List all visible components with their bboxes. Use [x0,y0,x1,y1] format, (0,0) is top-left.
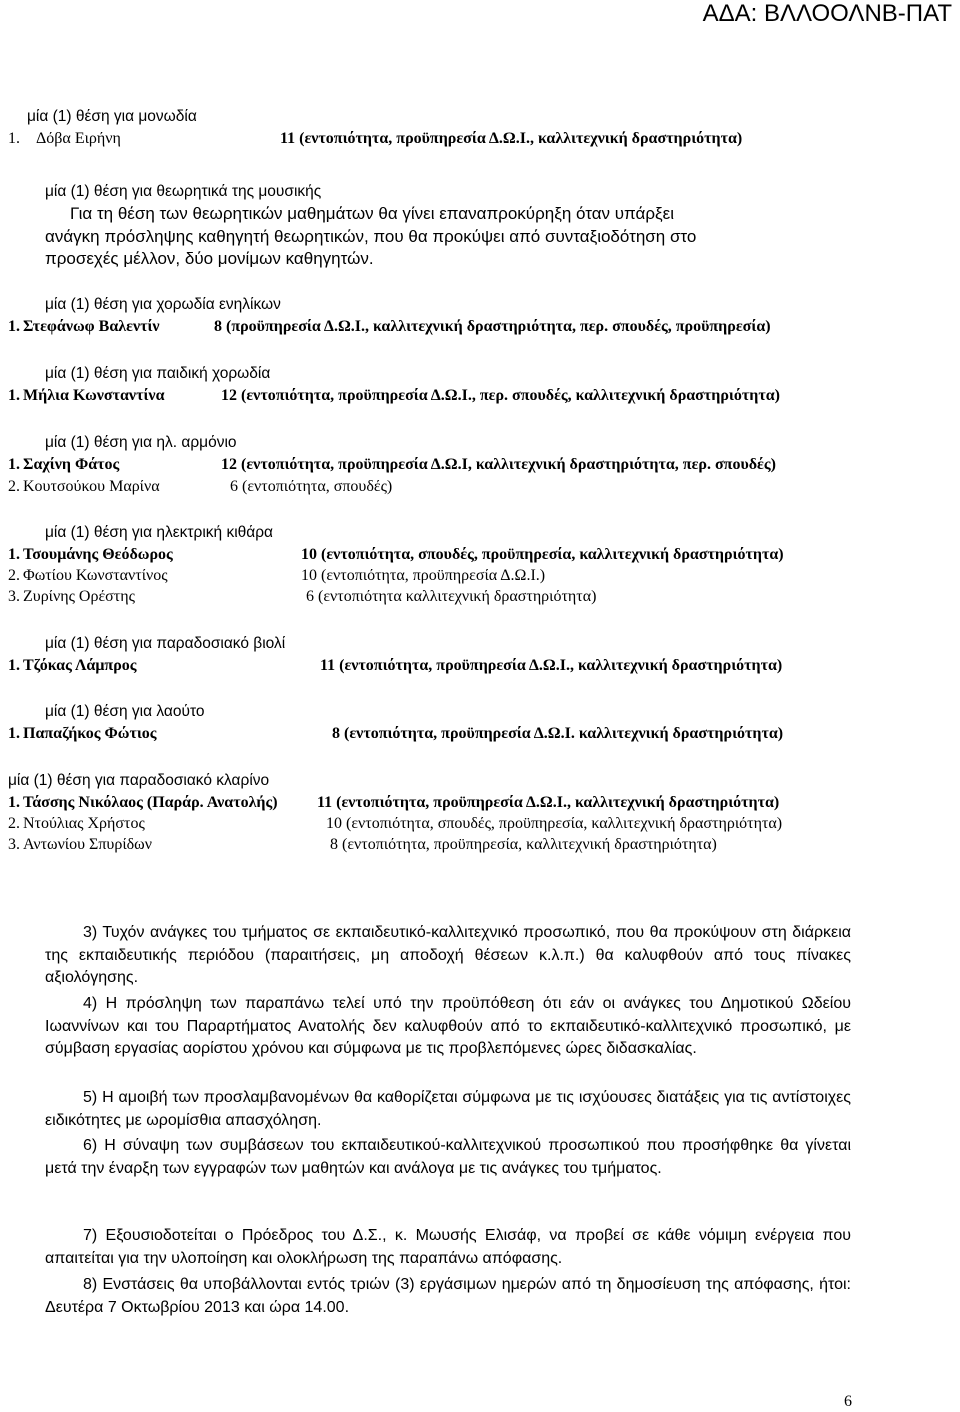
section-title-choral-adult: μία (1) θέση για χορωδία ενηλίκων [45,296,281,313]
candidate-number: 1. [8,318,20,335]
candidate-details: 12 (εντοπιότητα, προϋπηρεσία Δ.Ω.Ι., περ. σπουδές, καλλιτεχνική δραστηριότητα) [221,387,780,404]
candidate-name: Ντούλιας Χρήστος [23,815,145,832]
theoretika-text-line: ανάγκη πρόσληψης καθηγητή θεωρητικών, που θα προκύψει από συνταξιοδότηση στο [45,227,697,246]
section-title-monodia: μία (1) θέση για μονωδία [27,108,197,125]
section-title-choral-child: μία (1) θέση για παιδική χορωδία [45,365,271,382]
paragraph-4: 4) Η πρόσληψη των παραπάνω τελεί υπό την προϋπόθεση ότι εάν οι ανάγκες του Δημοτικού Ωδείου Ιωαννίνων και του Παραρτήματος Ανατολής δεν καλυφθούν από το εκπαιδευτικό-καλλιτεχνικό προσωπικό, με σύμβαση εργασίας αορίστου χρόνου και σύμφωνα με τις προβλεπόμενες ώρες διδασκαλίας. [45,995,851,1058]
section-title-klarino: μία (1) θέση για παραδοσιακό κλαρίνο [8,772,270,789]
candidate-details: 12 (εντοπιότητα, προϋπηρεσία Δ.Ω.Ι, καλλιτεχνική δραστηριότητα, περ. σπουδές) [221,456,776,473]
candidate-name: Ζυρίνης Ορέστης [23,588,135,605]
theoretika-text-line: προσεχές μέλλον, δύο μονίμων καθηγητών. [45,249,374,268]
candidate-number: 1. [8,794,20,811]
candidate-number: 1. [8,130,20,147]
candidate-number: 1. [8,546,20,563]
candidate-details: 8 (προϋπηρεσία Δ.Ω.Ι., καλλιτεχνική δραστηριότητα, περ. σπουδές, προϋπηρεσία) [214,318,771,335]
paragraph-6: 6) Η σύναψη των συμβάσεων του εκπαιδευτικού-καλλιτεχνικού προσωπικού που προσήφθηκε θα γίνεται μετά την έναρξη των εγγραφών των μαθητών και ανάλογα με τις ανάγκες του τμήματος. [45,1137,851,1177]
section-title-harmonium: μία (1) θέση για ηλ. αρμόνιο [45,434,237,451]
paragraph-8: 8) Ενστάσεις θα υποβάλλονται εντός τριών (3) εργάσιμων ημερών από τη δημοσίευση της απόφασης, ήτοι: Δευτέρα 7 Οκτωβρίου 2013 και ώρα 14.00. [45,1276,851,1316]
candidate-number: 1. [8,456,20,473]
candidate-details: 11 (εντοπιότητα, προϋπηρεσία Δ.Ω.Ι., καλλιτεχνική δραστηριότητα) [320,657,783,674]
candidate-details: 8 (εντοπιότητα, προϋπηρεσία Δ.Ω.Ι. καλλιτεχνική δραστηριότητα) [332,725,784,742]
section-title-theoretika: μία (1) θέση για θεωρητικά της μουσικής [45,183,322,200]
ada-code: ΑΔΑ: ΒΛΛΟΟΛΝΒ-ΠΑΤ [702,0,952,27]
candidate-name: Τζόκας Λάμπρος [23,657,137,674]
candidate-name: Κουτσούκου Μαρίνα [23,478,160,495]
candidate-details: 6 (εντοπιότητα, σπουδές) [230,478,393,495]
candidate-name: Μήλια Κωνσταντίνα [23,387,165,404]
candidate-details: 11 (εντοπιότητα, προϋπηρεσία Δ.Ω.Ι., καλλιτεχνική δραστηριότητα) [280,130,743,147]
candidate-number: 2. [8,478,20,495]
section-title-laouto: μία (1) θέση για λαούτο [45,703,205,720]
candidate-details: 11 (εντοπιότητα, προϋπηρεσία Δ.Ω.Ι., καλλιτεχνική δραστηριότητα) [317,794,780,811]
candidate-details: 8 (εντοπιότητα, προϋπηρεσία, καλλιτεχνική δραστηριότητα) [330,836,717,853]
candidate-name: Στεφάνωφ Βαλεντίν [23,318,160,335]
candidate-number: 3. [8,836,20,853]
paragraph-5: 5) Η αμοιβή των προσλαμβανομένων θα καθορίζεται σύμφωνα με τις ισχύουσες διατάξεις για τις αντίστοιχες ειδικότητες με ωρομίσθια απασχόληση. [45,1089,851,1129]
paragraph-7: 7) Εξουσιοδοτείται ο Πρόεδρος του Δ.Σ., κ. Μωυσής Ελισάφ, να προβεί σε κάθε νόμιμη ενέργεια που απαιτείται για την υλοποίηση και ολοκλήρωση της παραπάνω απόφασης. [45,1227,851,1267]
candidate-name: Τάσσης Νικόλαος (Παράρ. Ανατολής) [23,794,278,811]
candidate-name: Αντωνίου Σπυρίδων [23,836,152,853]
candidate-details: 6 (εντοπιότητα καλλιτεχνική δραστηριότητα) [306,588,597,605]
candidate-name: Φωτίου Κωνσταντίνος [23,567,168,584]
theoretika-text-line: Για τη θέση των θεωρητικών μαθημάτων θα γίνει επαναπροκύρηξη όταν υπάρξει [70,204,675,223]
candidate-number: 1. [8,725,20,742]
candidate-details: 10 (εντοπιότητα, προϋπηρεσία Δ.Ω.Ι.) [301,567,546,584]
section-title-violi: μία (1) θέση για παραδοσιακό βιολί [45,635,286,652]
candidate-name: Σαχίνη Φάτος [23,456,120,473]
candidate-name: Δόβα Ειρήνη [36,130,121,147]
page-number: 6 [844,1393,852,1410]
section-title-guitar: μία (1) θέση για ηλεκτρική κιθάρα [45,524,274,541]
candidate-number: 1. [8,387,20,404]
paragraph-3: 3) Τυχόν ανάγκες του τμήματος σε εκπαιδευτικό-καλλιτεχνικό προσωπικό, που θα προκύψουν στη διάρκεια της εκπαιδευτικής περιόδου (παραιτήσεις, μη αποδοχή θέσεων κ.λ.π.) θα καλυφθούν από τους πίνακες αξιολόγησης. [45,924,851,987]
candidate-details: 10 (εντοπιότητα, σπουδές, προϋπηρεσία, καλλιτεχνική δραστηριότητα) [326,815,783,832]
candidate-number: 3. [8,588,20,605]
candidate-number: 2. [8,815,20,832]
candidate-number: 1. [8,657,20,674]
candidate-name: Τσουμάνης Θεόδωρος [23,546,173,563]
candidate-details: 10 (εντοπιότητα, σπουδές, προϋπηρεσία, καλλιτεχνική δραστηριότητα) [301,546,784,563]
candidate-number: 2. [8,567,20,584]
candidate-name: Παπαζήκος Φώτιος [23,725,157,742]
